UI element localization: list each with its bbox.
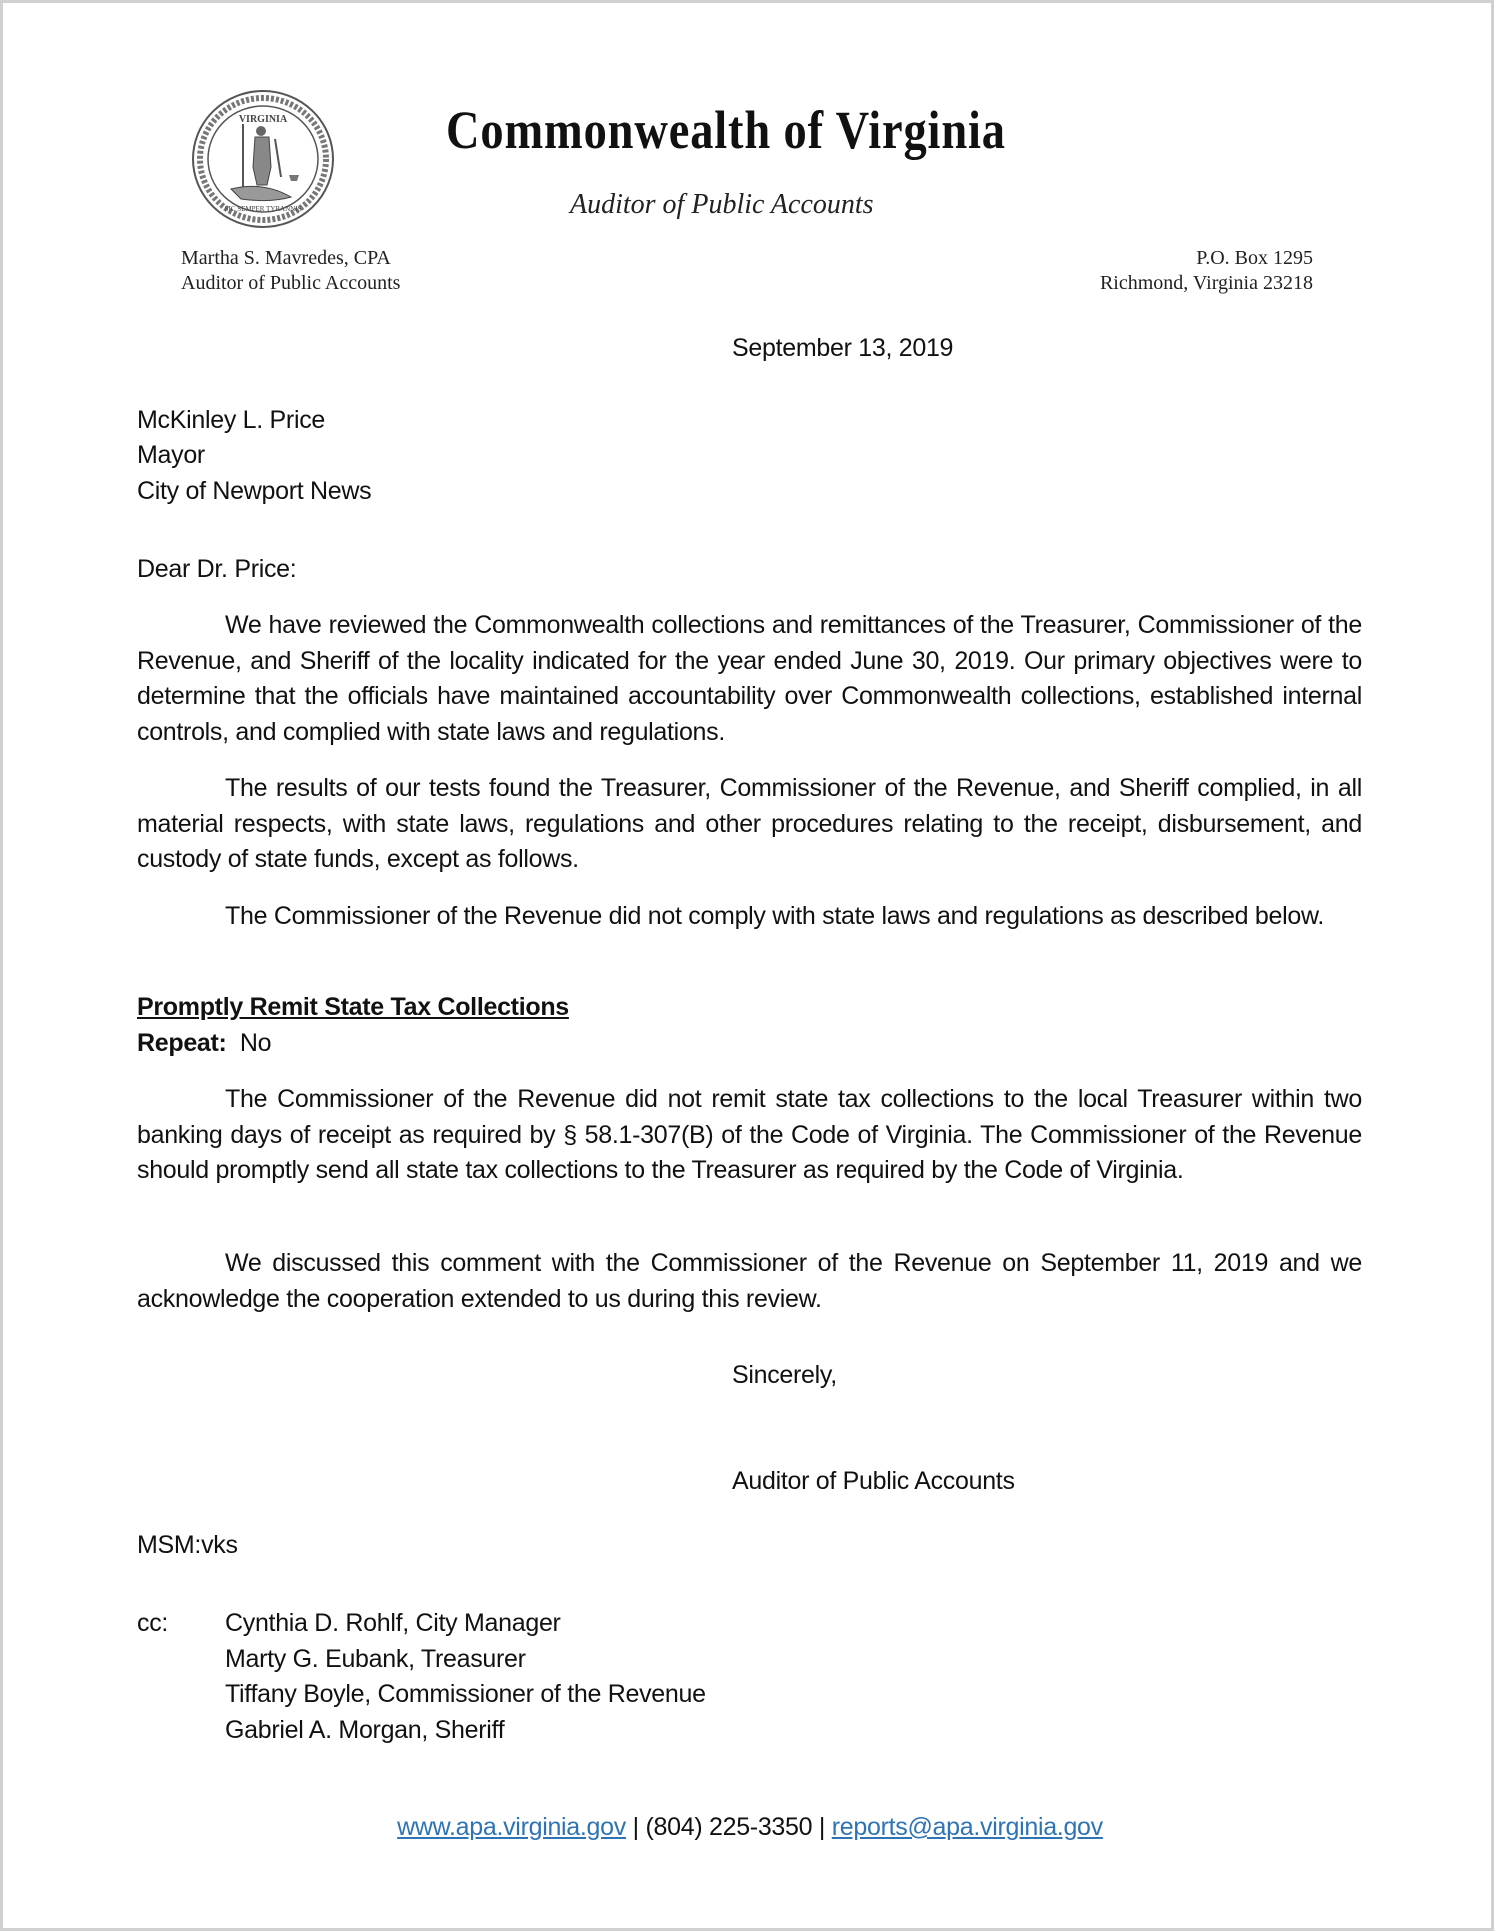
salutation: Dear Dr. Price: xyxy=(137,555,297,583)
repeat-label: Repeat: xyxy=(137,1029,227,1057)
address-line-2: Richmond, Virginia 23218 xyxy=(1099,272,1313,294)
svg-text:SIC SEMPER TYRANNIS: SIC SEMPER TYRANNIS xyxy=(224,205,302,213)
footer-separator: | xyxy=(818,1813,826,1841)
cc-list xyxy=(225,1606,706,1748)
letter-date: September 13, 2019 xyxy=(732,334,954,362)
address-line-1: P.O. Box 1295 xyxy=(1196,247,1313,269)
body-paragraph-3: The Commissioner of the Revenue did not comply with state laws and regulations as described below. xyxy=(225,902,1324,930)
recipient-name: McKinley L. Price xyxy=(137,406,326,434)
mailing-address-block xyxy=(1100,246,1313,296)
auditor-name-block xyxy=(181,246,400,296)
finding-paragraph-2: We discussed this comment with the Commissioner of the Revenue on September 11, 2019 and we acknowledge the cooperation extended to us during this review. xyxy=(137,1249,1362,1313)
auditor-role: Auditor of Public Accounts xyxy=(181,272,401,294)
footer-separator: | xyxy=(632,1813,639,1841)
body-paragraph-1: We have reviewed the Commonwealth collections and remittances of the Treasurer, Commissioner of the Revenue, and Sheriff of the locality indicated for the year ended June 30, 2019. Our primary objectives were to determine that the officials have maintained accountability over Commonwealth collections, established internal controls, and complied with state laws and regulations. xyxy=(137,611,1362,746)
finding-repeat xyxy=(137,1026,271,1062)
signature: Auditor of Public Accounts xyxy=(732,1467,1015,1495)
letterhead-title: Commonwealth of Virginia xyxy=(446,100,1006,160)
cc-recipient: Marty G. Eubank, Treasurer xyxy=(225,1644,526,1673)
closing: Sincerely, xyxy=(732,1361,837,1389)
auditor-name: Martha S. Mavredes, CPA xyxy=(181,247,391,269)
footer-contact xyxy=(3,1809,1494,1845)
email-link[interactable]: reports@apa.virginia.gov xyxy=(831,1813,1103,1841)
finding-paragraph-1: The Commissioner of the Revenue did not remit state tax collections to the local Treasurer within two banking days of receipt as required by § 58.1-307(B) of the Code of Virginia. The Commissioner of the Revenue should promptly send all state tax collections to the Treasurer as required by the Code of Virginia. xyxy=(137,1085,1362,1184)
cc-label: cc: xyxy=(137,1609,169,1637)
finding-heading: Promptly Remit State Tax Collections xyxy=(137,993,569,1021)
body-paragraph-2: The results of our tests found the Treasurer, Commissioner of the Revenue, and Sheriff complied, in all material respects, with state laws, regulations and other procedures relating to the receipt, disbursement, and custody of state funds, except as follows. xyxy=(137,774,1362,873)
recipient-title: Mayor xyxy=(137,441,205,469)
repeat-value: No xyxy=(239,1029,272,1057)
cc-recipient: Gabriel A. Morgan, Sheriff xyxy=(225,1715,505,1744)
phone-number: (804) 225-3350 xyxy=(645,1813,813,1841)
letterhead-subtitle: Auditor of Public Accounts xyxy=(570,189,874,220)
cc-recipient: Tiffany Boyle, Commissioner of the Revenue xyxy=(225,1680,706,1708)
website-link[interactable]: www.apa.virginia.gov xyxy=(397,1813,626,1841)
virginia-seal-icon xyxy=(191,89,335,229)
cc-recipient: Cynthia D. Rohlf, City Manager xyxy=(225,1609,561,1637)
recipient-organization: City of Newport News xyxy=(137,477,372,505)
typist-initials: MSM:vks xyxy=(137,1531,238,1559)
svg-text:VIRGINIA: VIRGINIA xyxy=(238,114,288,125)
